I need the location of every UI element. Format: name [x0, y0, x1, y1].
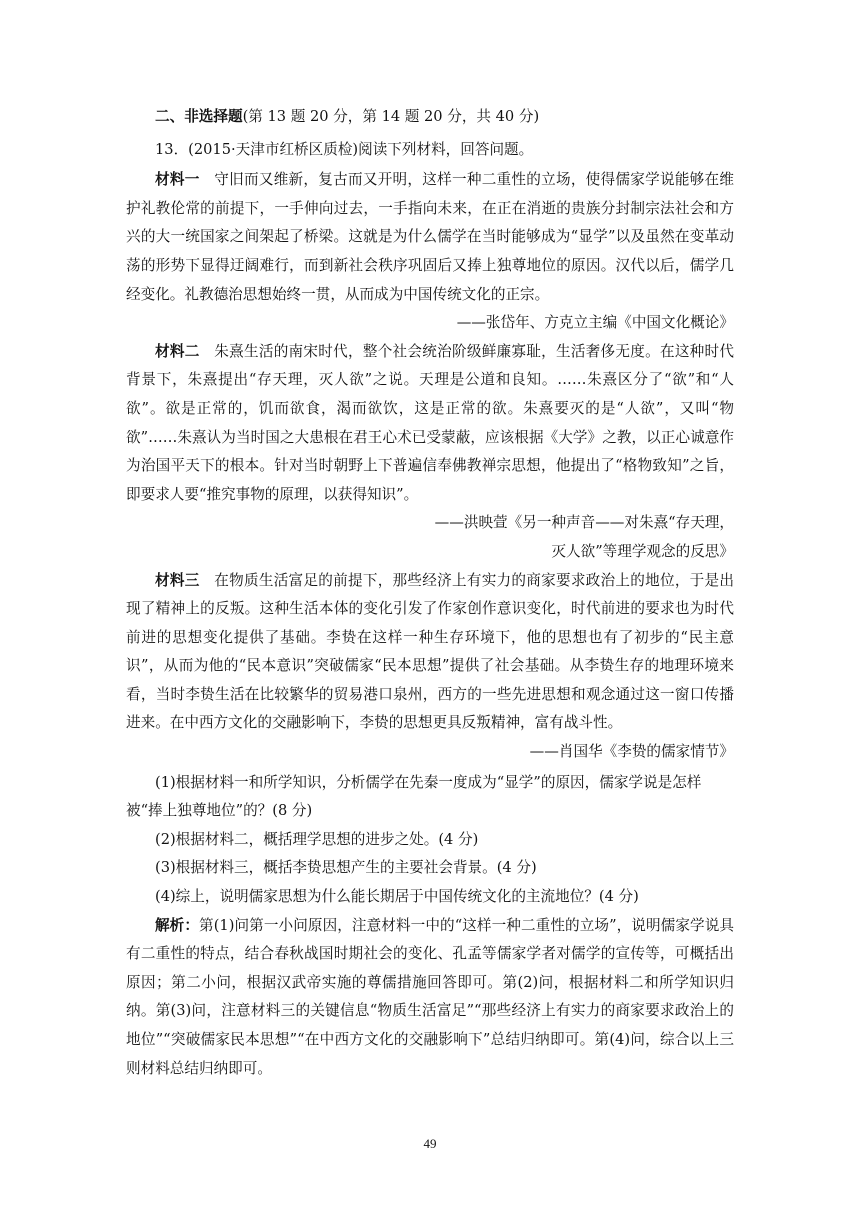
- material-3-label: 材料三: [155, 571, 200, 589]
- section-title: 二、非选择题: [155, 108, 243, 125]
- material-3: [126, 567, 734, 739]
- page-number: 49: [423, 1136, 437, 1151]
- material-2-text: 朱熹生活的南宋时代，整个社会统治阶级鲜廉寡耻，生活奢侈无度。在这种时代背景下，朱熹提出“存天理，灭人欲”之说。天理是公道和良知。……朱熹区分了“欲”和“人欲”。欲是正常的，饥而欲食，渴而欲饮，这是正常的欲。朱熹要灭的是“人欲”，又叫“物欲”……朱熹认为当时国之大患根在君王心术已受蒙蔽，应该根据《大学》之教，以正心诚意作为治国平天下的根本。针对当时朝野上下普遍信奉佛教禅宗思想，他提出了“格物致知”之旨，即要求人要“推究事物的原理，以获得知识”。: [126, 342, 734, 503]
- material-2: [126, 338, 734, 510]
- sub-question-3: (3)根据材料三，概括李贽思想产生的主要社会背景。(4 分): [155, 859, 537, 877]
- analysis-label: 解析：: [155, 916, 200, 934]
- material-1-text: 守旧而又维新，复古而又开明，这样一种二重性的立场，使得儒家学说能够在维护礼教伦常的前提下，一手伸向过去，一手指向未来，在正在消逝的贵族分封制宗法社会和方兴的大一统国家之间架起了桥梁。这就是为什么儒学在当时能够成为“显学”以及虽然在变革动荡的形势下显得迂阔难行，而到新社会秩序巩固后又捧上独尊地位的原因。汉代以后，儒学几经变化。礼教德治思想始终一贯，从而成为中国传统文化的正宗。: [126, 171, 734, 303]
- source-prefix: (2015·: [188, 140, 236, 158]
- material-3-source: ——肖国华《李贽的儒家情节》: [529, 743, 734, 761]
- material-1-label: 材料一: [155, 171, 200, 189]
- section-heading: [126, 103, 734, 132]
- material-1: [126, 166, 734, 309]
- material-1-source: ——张岱年、方克立主编《中国文化概论》: [456, 314, 734, 332]
- section-score-note: (第 13 题 20 分，第 14 题 20 分，共 40 分): [242, 108, 540, 125]
- analysis: [126, 912, 734, 1084]
- analysis-text: 第(1)问第一小问原因，注意材料一中的“这样一种二重性的立场”，说明儒家学说具有二重性的特点，结合春秋战国时期社会的变化、孔孟等儒家学者对儒学的宣传等，可概括出原因；第二小问，根据汉武帝实施的尊儒措施回答即可。第(2)问，根据材料二和所学知识归纳。第(3)问，注意材料三的关键信息“物质生活富足”“那些经济上有实力的商家要求政治上的地位”“突破儒家民本思想”“在中西方文化的交融影响下”总结归纳即可。第(4)问，综合以上三则材料总结归纳即可。: [126, 916, 734, 1077]
- sub-question-4: (4)综上，说明儒家思想为什么能长期居于中国传统文化的主流地位？(4 分): [155, 888, 639, 906]
- question-13-stem: [126, 136, 734, 165]
- material-2-source-line-2: 灭人欲”等理学观念的反思》: [551, 542, 734, 560]
- question-number: 13．: [155, 140, 189, 158]
- sub-question-2: (2)根据材料二，概括理学思想的进步之处。(4 分): [155, 830, 479, 848]
- material-3-text: 在物质生活富足的前提下，那些经济上有实力的商家要求政治上的地位，于是出现了精神上的反叛。这种生活本体的变化引发了作家创作意识变化，时代前进的要求也为时代前进的思想变化提供了基础。李贽在这样一种生存环境下，他的思想也有了初步的“民主意识”，从而为他的“民本意识”突破儒家“民本思想”提供了社会基础。从李贽生存的地理环境来看，当时李贽生活在比较繁华的贸易港口泉州，西方的一些先进思想和观念通过这一窗口传播进来。在中西方文化的交融影响下，李贽的思想更具反叛精神，富有战斗性。: [126, 571, 734, 732]
- material-2-source-line-1: ——洪映萱《另一种声音——对朱熹“存天理，: [434, 514, 734, 532]
- source-suffix: )阅读下列材料，回答问题。: [352, 140, 534, 158]
- material-2-label: 材料二: [155, 342, 200, 360]
- sub-question-1: (1)根据材料一和所学知识，分析儒学在先秦一度成为“显学”的原因，儒家学说是怎样被“捧上独尊地位”的？(8 分): [126, 773, 702, 820]
- source-place: 天津市红桥区质检: [235, 140, 353, 158]
